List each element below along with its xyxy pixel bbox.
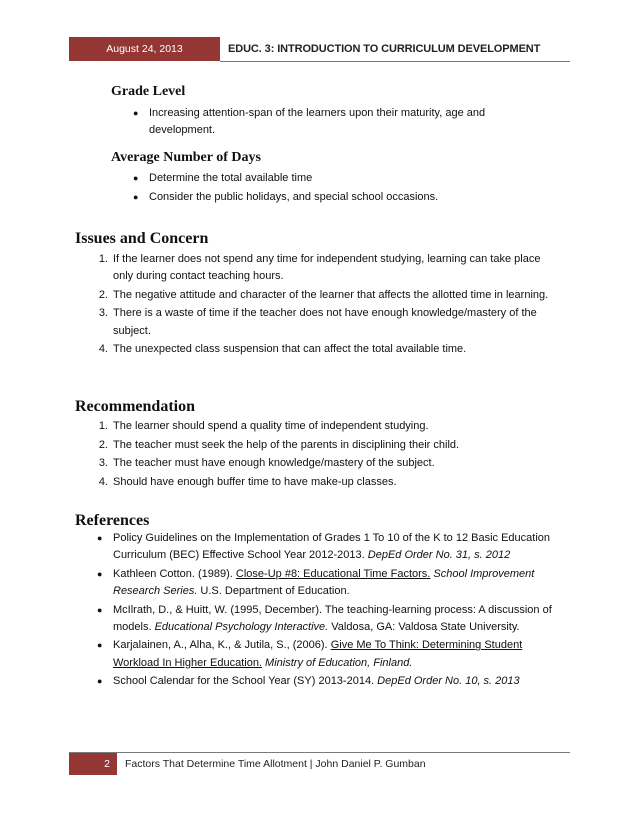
recommendation-list: [98, 418, 563, 492]
list-item: ● Increasing attention-span of the learners upon their maturity, age and development.: [133, 107, 486, 137]
issues-heading: Issues and Concern: [75, 230, 209, 247]
list-item: 4. Should have enough buffer time to have make-up classes.: [98, 475, 397, 488]
list-item: 1. The learner should spend a quality time of independent studying.: [98, 420, 429, 432]
average-days-list: [133, 170, 539, 207]
grade-level-list: [133, 105, 539, 141]
recommendation-heading: Recommendation: [75, 398, 195, 415]
reference-item: ● Karjalainen, A., Alha, K., & Jutila, S., (2006). Give Me To Think: Determining Student Workload In Higher Education. Ministry of Education, Finland.: [97, 639, 523, 669]
header-rule: [220, 61, 570, 62]
reference-item: ● Policy Guidelines on the Implementation of Grades 1 To 10 of the K to 12 Basic Education Curriculum (BEC) Effective School Year 2012-2013. DepEd Order No. 31, s. 2012: [97, 532, 551, 562]
header-date: August 24, 2013: [69, 37, 220, 61]
page-number: 2: [69, 753, 117, 775]
list-item: ● Determine the total available time: [149, 170, 539, 187]
bullet-icon: ●: [97, 640, 103, 651]
list-item: 3. The teacher must have enough knowledge/mastery of the subject.: [98, 457, 435, 470]
footer-text: Factors That Determine Time Allotment | John Daniel P. Gumban: [125, 758, 426, 770]
list-item: 1. If the learner does not spend any time for independent studying, learning can take place only during contact teaching hours.: [98, 253, 541, 283]
bullet-icon: ●: [133, 191, 139, 202]
bullet-icon: ●: [97, 604, 103, 615]
average-days-heading: Average Number of Days: [111, 150, 261, 165]
reference-link[interactable]: Close-Up #8: Educational Time Factors.: [235, 567, 431, 580]
reference-item: ● McIlrath, D., & Huitt, W. (1995, December). The teaching-learning process: A discussion of models. Educational Psychology Interactive. Valdosa, GA: Valdosa State University.: [97, 603, 552, 633]
bullet-icon: ●: [133, 108, 139, 118]
bullet-icon: ●: [97, 568, 103, 579]
list-item: 4. The unexpected class suspension that can affect the total available time.: [98, 343, 467, 356]
header-course-title: EDUC. 3: INTRODUCTION TO CURRICULUM DEVELOPMENT: [228, 43, 541, 55]
reference-link[interactable]: Give Me To Think: Determining Student Workload In Higher Education.: [113, 639, 523, 669]
list-item: 3. There is a waste of time if the teacher does not have enough knowledge/mastery of the subject.: [98, 307, 537, 337]
references-heading: References: [75, 512, 150, 529]
list-item: ● Consider the public holidays, and special school occasions.: [149, 189, 539, 206]
bullet-icon: ●: [133, 173, 139, 183]
bullet-icon: ●: [97, 676, 103, 687]
bullet-icon: ●: [97, 533, 103, 543]
issues-list: [98, 251, 563, 360]
list-item: 2. The negative attitude and character of the learner that affects the allotted time in learning.: [98, 288, 549, 301]
reference-item: ● School Calendar for the School Year (SY) 2013-2014. DepEd Order No. 10, s. 2013: [113, 673, 568, 690]
reference-item: ● Kathleen Cotton. (1989). Close-Up #8: Educational Time Factors. School Improvement Research Series. U.S. Department of Education.: [97, 567, 535, 597]
grade-level-heading: Grade Level: [111, 84, 186, 99]
list-item: 2. The teacher must seek the help of the parents in disciplining their child.: [98, 438, 460, 451]
references-list: [97, 530, 568, 692]
